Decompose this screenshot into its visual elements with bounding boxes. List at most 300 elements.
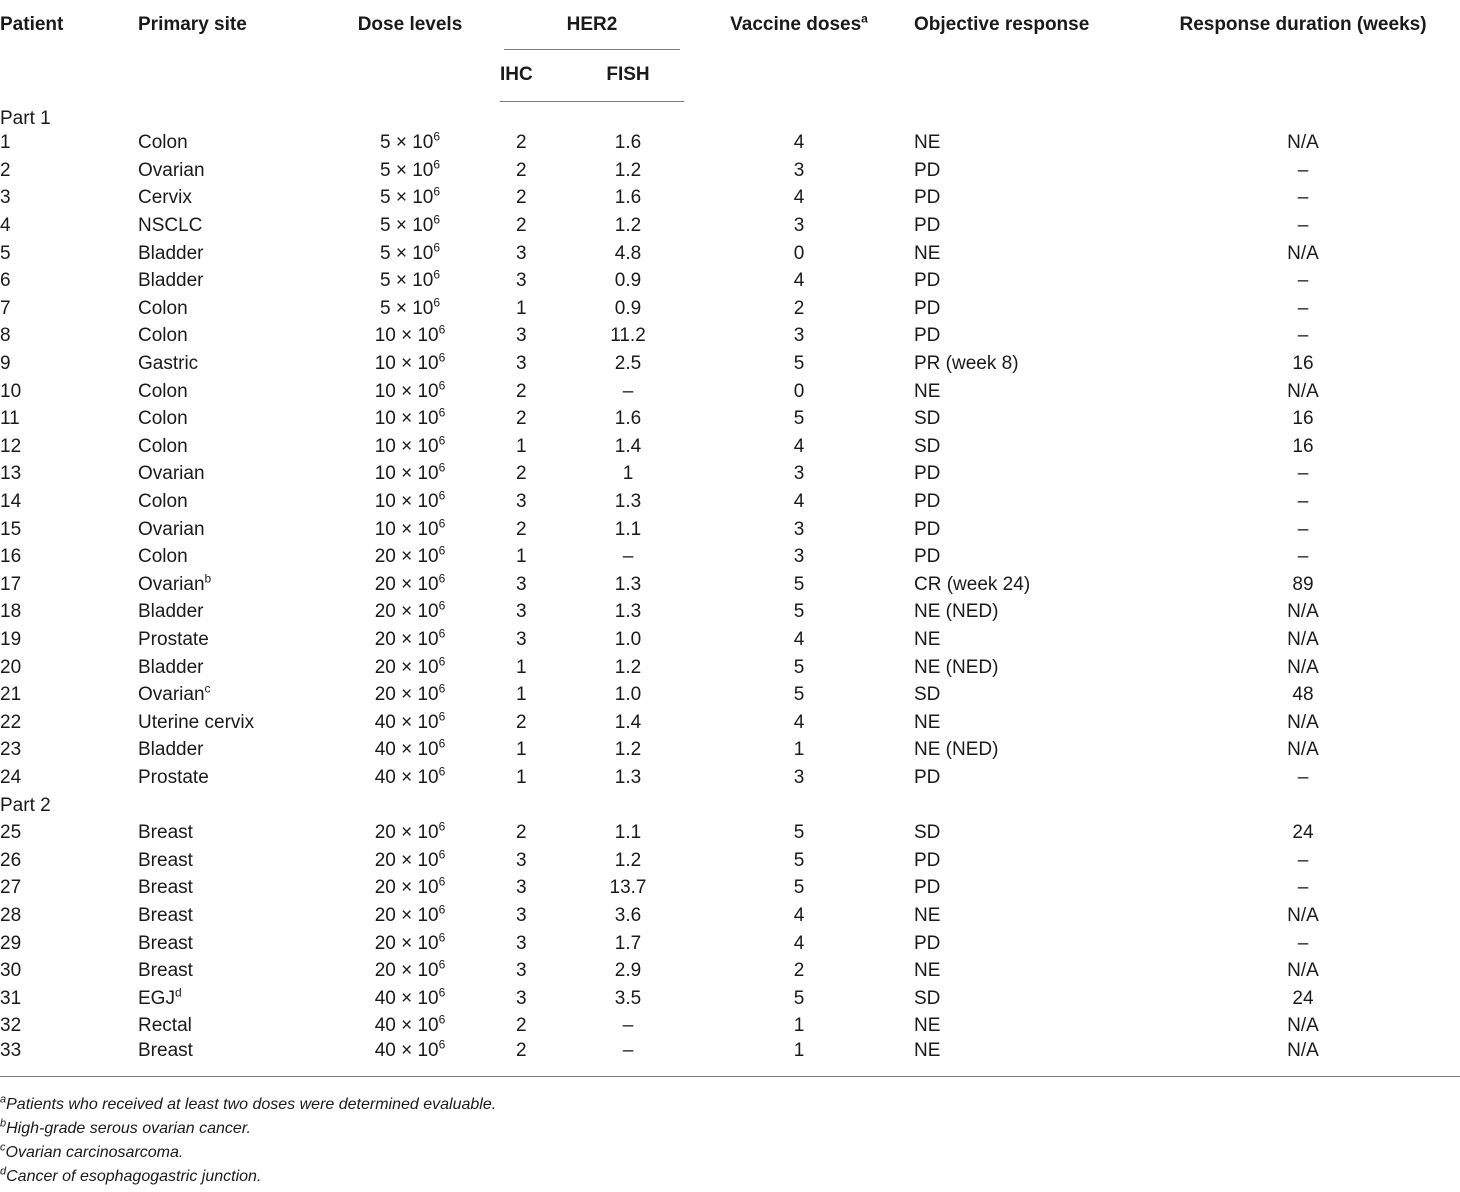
cell-vaccine-doses: 3 [793,766,805,788]
cell-objective-response: NE [914,1040,1146,1077]
cell-patient: 4 [0,215,11,237]
cell-fish: 1.2 [614,215,642,237]
cell-primary-site: Cervix [138,187,192,209]
cell-ihc: 2 [516,159,527,181]
cell-vaccine-doses: 5 [793,601,805,623]
cell-patient: 18 [0,601,22,623]
cell-fish: 1.3 [614,573,642,595]
cell-dose-level: $40 \times 10^6$ [374,1012,446,1037]
table-row [0,212,1460,240]
cell-ihc: 3 [516,491,527,513]
cell-fish: 1.1 [614,822,642,844]
section-label: Part 1 [0,107,51,129]
table-row [0,488,1460,516]
footnote: $^c$Ovarian carcinosarcoma. [0,1141,184,1161]
cell-patient: 24 [0,766,22,788]
cell-ihc: 3 [516,242,527,264]
cell-primary-site: Prostate [138,766,209,788]
footnote: $^a$Patients who received at least two doses were determined evaluable. [0,1093,497,1113]
cell-response-duration: – [1297,491,1309,513]
cell-patient: 2 [0,159,11,181]
table-row [0,571,1460,599]
cell-fish: 1.1 [614,518,642,540]
cell-dose-level: $40 \times 10^6$ [320,1040,500,1077]
table-row [0,985,1460,1013]
cell-primary-site: Bladder [138,739,204,761]
cell-primary-site: Breast [138,1040,320,1077]
header-fish: FISH [572,50,684,101]
cell-patient: 11 [0,408,20,430]
cell-primary-site: Prostate [138,628,209,650]
cell-ihc: 3 [516,270,527,292]
cell-dose-level: $20 \times 10^6$ [374,626,446,650]
cell-objective-response: SD [914,684,941,706]
cell-vaccine-doses: 3 [793,463,805,485]
cell-fish: 1.3 [614,491,642,513]
cell-dose-level: $10 \times 10^6$ [374,350,446,375]
cell-primary-site: Breast [138,822,193,844]
cell-dose-level: $20 \times 10^6$ [374,599,446,623]
cell-vaccine-doses: 4 [793,491,805,513]
cell-response-duration: – [1297,463,1309,485]
cell-vaccine-doses: 2 [793,297,805,319]
cell-ihc: 3 [516,325,527,347]
cell-vaccine-doses: 5 [793,573,805,595]
cell-ihc: 3 [516,904,527,926]
cell-response-duration: N/A [1287,960,1319,982]
cell-fish: 11.2 [610,325,646,347]
cell-vaccine-doses: 5 [793,656,805,678]
cell-vaccine-doses: 5 [793,353,805,375]
cell-primary-site: Bladder [138,270,204,292]
cell-ihc: 2 [516,711,527,733]
cell-response-duration: 16 [1292,435,1314,457]
cell-patient: 10 [0,380,22,402]
table-row [0,157,1460,185]
cell-objective-response: NE [914,380,941,402]
cell-response-duration: – [1297,270,1309,292]
cell-primary-site: Breast [138,932,193,954]
cell-primary-site: Colon [138,325,188,347]
cell-patient: 26 [0,849,22,871]
cell-patient: 3 [0,187,11,209]
header-dose-levels: Dose levels [357,14,463,35]
cell-fish: 2.5 [614,353,642,375]
cell-patient: 22 [0,711,22,733]
cell-objective-response: NE [914,132,941,154]
header-vaccine-doses: Vaccine doses$^a$ [730,11,868,35]
cell-objective-response: PD [914,297,941,319]
cell-patient: 19 [0,628,22,650]
cell-vaccine-doses: 1 [684,1040,914,1077]
cell-vaccine-doses: 4 [793,435,805,457]
cell-patient: 31 [0,987,22,1009]
cell-response-duration: – [1297,159,1309,181]
table-row [0,1013,1460,1041]
cell-response-duration: 24 [1292,987,1314,1009]
cell-primary-site: EGJ$^d$ [138,985,182,1009]
cell-dose-level: $20 \times 10^6$ [374,819,446,844]
cell-dose-level: $5 \times 10^6$ [379,295,441,319]
section-row [0,101,1460,130]
cell-response-duration: N/A [1287,380,1319,402]
table-row [0,654,1460,682]
header-her2: HER2 [500,0,684,50]
cell-primary-site: Colon [138,491,188,513]
cell-fish: 1.4 [614,435,642,457]
cell-response-duration: N/A [1287,711,1319,733]
table-row [0,130,1460,158]
table-row [0,626,1460,654]
cell-dose-level: $10 \times 10^6$ [374,461,446,485]
cell-objective-response: PD [914,159,941,181]
cell-vaccine-doses: 4 [793,932,805,954]
table-row [0,405,1460,433]
cell-dose-level: $10 \times 10^6$ [374,516,446,540]
cell-patient: 8 [0,325,11,347]
table-row [0,709,1460,737]
section-label: Part 2 [0,794,51,816]
cell-objective-response: NE (NED) [914,739,999,761]
cell-vaccine-doses: 4 [793,187,805,209]
cell-ihc: 2 [500,1040,572,1077]
cell-objective-response: PD [914,187,941,209]
cell-patient: 30 [0,960,22,982]
cell-ihc: 2 [516,463,527,485]
header-ihc: IHC [500,50,572,101]
cell-response-duration: 16 [1292,353,1314,375]
cell-vaccine-doses: 3 [793,159,805,181]
cell-primary-site: Breast [138,877,193,899]
cell-fish: 1.2 [614,656,642,678]
cell-objective-response: PD [914,215,941,237]
cell-ihc: 1 [516,297,527,319]
cell-objective-response: PD [914,546,941,568]
cell-ihc: 2 [516,1015,527,1037]
cell-ihc: 3 [516,601,527,623]
table-row [0,737,1460,765]
cell-vaccine-doses: 0 [793,242,805,264]
cell-dose-level: $20 \times 10^6$ [374,902,446,926]
footnote: $^d$Cancer of esophagogastric junction. [0,1165,262,1185]
cell-response-duration: N/A [1146,1040,1460,1077]
cell-response-duration: – [1297,518,1309,540]
cell-dose-level: $10 \times 10^6$ [374,433,446,457]
cell-patient: 12 [0,435,22,457]
cell-response-duration: – [1297,877,1309,899]
cell-ihc: 2 [516,380,527,402]
table-row [0,185,1460,213]
table-row [0,433,1460,461]
cell-vaccine-doses: 1 [793,739,805,761]
cell-vaccine-doses: 3 [793,215,805,237]
cell-ihc: 1 [516,546,527,568]
cell-primary-site: NSCLC [138,215,203,237]
cell-patient: 32 [0,1015,22,1037]
cell-patient: 13 [0,463,22,485]
table-body [0,101,1460,1077]
table-row [0,847,1460,875]
cell-ihc: 2 [516,408,527,430]
cell-fish: 3.6 [614,904,642,926]
cell-objective-response: SD [914,987,941,1009]
cell-response-duration: – [1297,932,1309,954]
cell-primary-site: Colon [138,408,188,430]
cell-patient: 14 [0,491,22,513]
header-primary-site: Primary site [138,14,247,35]
cell-patient: 27 [0,877,22,899]
cell-vaccine-doses: 5 [793,408,805,430]
cell-fish: 0.9 [614,270,642,292]
cell-fish: – [622,380,634,402]
cell-primary-site: Bladder [138,656,204,678]
cell-patient: 1 [0,132,11,154]
cell-response-duration: – [1297,325,1309,347]
cell-objective-response: NE [914,242,941,264]
table-row [0,681,1460,709]
cell-patient: 25 [0,822,22,844]
cell-dose-level: $20 \times 10^6$ [374,875,446,899]
cell-vaccine-doses: 5 [793,849,805,871]
cell-ihc: 2 [516,187,527,209]
cell-objective-response: PR (week 8) [914,353,1019,375]
cell-ihc: 1 [516,656,527,678]
cell-vaccine-doses: 3 [793,325,805,347]
table-row [0,1040,1460,1077]
cell-response-duration: N/A [1287,656,1319,678]
table-header [0,0,1460,101]
cell-dose-level: $5 \times 10^6$ [379,240,441,264]
cell-ihc: 3 [516,628,527,650]
cell-dose-level: $10 \times 10^6$ [374,488,446,513]
cell-vaccine-doses: 3 [793,546,805,568]
header-patient: Patient [0,14,64,35]
cell-response-duration: 89 [1292,573,1314,595]
cell-dose-level: $5 \times 10^6$ [379,212,441,237]
cell-ihc: 1 [516,766,527,788]
cell-patient: 20 [0,656,22,678]
cell-ihc: 1 [516,684,527,706]
cell-vaccine-doses: 3 [793,518,805,540]
cell-vaccine-doses: 4 [793,711,805,733]
cell-dose-level: $40 \times 10^6$ [374,737,446,761]
cell-fish: 1.0 [614,684,642,706]
cell-dose-level: $5 \times 10^6$ [379,157,441,181]
cell-response-duration: N/A [1287,242,1319,264]
cell-ihc: 3 [516,960,527,982]
footnote: $^b$High-grade serous ovarian cancer. [0,1117,251,1137]
cell-primary-site: Ovarian$^b$ [138,571,212,595]
cell-dose-level: $20 \times 10^6$ [374,957,446,982]
cell-ihc: 3 [516,849,527,871]
cell-fish: 1.3 [614,766,642,788]
cell-response-duration: – [1297,215,1309,237]
cell-ihc: 2 [516,215,527,237]
cell-response-duration: N/A [1287,1015,1319,1037]
cell-objective-response: NE [914,628,941,650]
cell-objective-response: NE [914,711,941,733]
cell-vaccine-doses: 0 [793,380,805,402]
cell-response-duration: – [1297,849,1309,871]
cell-objective-response: PD [914,325,941,347]
cell-vaccine-doses: 5 [793,822,805,844]
cell-dose-level: $40 \times 10^6$ [374,985,446,1009]
cell-response-duration: N/A [1287,132,1319,154]
table-row [0,378,1460,406]
cell-fish: 1.6 [614,187,642,209]
cell-dose-level: $20 \times 10^6$ [374,571,446,595]
cell-dose-level: $20 \times 10^6$ [374,654,446,678]
cell-objective-response: PD [914,877,941,899]
table-row [0,957,1460,985]
section-row [0,792,1460,820]
cell-objective-response: SD [914,408,941,430]
cell-fish: 1.2 [614,739,642,761]
cell-dose-level: $40 \times 10^6$ [374,709,446,733]
cell-patient: 28 [0,904,22,926]
cell-dose-level: $5 \times 10^6$ [379,129,441,154]
cell-objective-response: PD [914,932,941,954]
cell-dose-level: $40 \times 10^6$ [374,764,446,788]
cell-fish: – [622,546,634,568]
cell-fish: – [572,1040,684,1077]
cell-response-duration: 48 [1292,684,1314,706]
table-row [0,350,1460,378]
cell-dose-level: $20 \times 10^6$ [374,543,446,568]
cell-fish: – [622,1015,634,1037]
cell-patient: 23 [0,739,22,761]
cell-response-duration: – [1297,766,1309,788]
cell-fish: 13.7 [609,877,647,899]
cell-ihc: 2 [516,132,527,154]
cell-objective-response: NE (NED) [914,656,999,678]
cell-patient: 6 [0,270,11,292]
cell-primary-site: Colon [138,380,188,402]
table-row [0,461,1460,489]
cell-fish: 1.6 [614,408,642,430]
cell-dose-level: $10 \times 10^6$ [374,323,446,347]
cell-ihc: 1 [516,739,527,761]
cell-ihc: 2 [516,518,527,540]
cell-ihc: 3 [516,987,527,1009]
cell-primary-site: Colon [138,297,188,319]
cell-dose-level: $20 \times 10^6$ [374,847,446,871]
cell-dose-level: $5 \times 10^6$ [379,185,441,209]
cell-response-duration: N/A [1287,904,1319,926]
cell-vaccine-doses: 5 [793,987,805,1009]
table-row [0,295,1460,323]
cell-fish: 1 [622,463,634,485]
cell-primary-site: Bladder [138,601,204,623]
cell-response-duration: 24 [1292,822,1314,844]
cell-fish: 1.6 [614,132,642,154]
cell-patient: 5 [0,242,11,264]
cell-primary-site: Uterine cervix [138,711,255,733]
cell-objective-response: PD [914,518,941,540]
cell-dose-level: $20 \times 10^6$ [374,681,446,706]
cell-response-duration: N/A [1287,739,1319,761]
cell-primary-site: Bladder [138,242,204,264]
cell-primary-site: Colon [138,546,188,568]
cell-patient: 21 [0,684,22,706]
cell-fish: 1.2 [614,849,642,871]
cell-vaccine-doses: 4 [793,628,805,650]
cell-vaccine-doses: 5 [793,684,805,706]
cell-primary-site: Breast [138,904,193,926]
cell-fish: 1.0 [614,628,642,650]
cell-fish: 4.8 [614,242,642,264]
cell-ihc: 3 [516,932,527,954]
cell-response-duration: N/A [1287,601,1319,623]
cell-patient: 33 [0,1040,138,1077]
cell-primary-site: Breast [138,960,193,982]
table-row [0,902,1460,930]
cell-primary-site: Ovarian [138,159,205,181]
cell-patient: 15 [0,518,22,540]
cell-response-duration: N/A [1287,628,1319,650]
header-objective-response: Objective response [914,14,1090,35]
cell-objective-response: PD [914,766,941,788]
cell-primary-site: Ovarian [138,518,205,540]
cell-dose-level: $5 \times 10^6$ [379,267,441,292]
cell-fish: 2.9 [614,960,642,982]
table-row [0,930,1460,958]
cell-objective-response: PD [914,463,941,485]
cell-objective-response: PD [914,491,941,513]
cell-ihc: 2 [516,822,527,844]
cell-primary-site: Gastric [138,353,199,375]
table-row [0,516,1460,544]
cell-primary-site: Colon [138,132,188,154]
cell-vaccine-doses: 4 [793,904,805,926]
cell-response-duration: – [1297,546,1309,568]
header-response-duration: Response duration (weeks) [1179,14,1427,35]
cell-objective-response: PD [914,270,941,292]
cell-fish: 1.3 [614,601,642,623]
cell-fish: 1.2 [614,159,642,181]
cell-ihc: 3 [516,573,527,595]
table-row [0,543,1460,571]
cell-vaccine-doses: 2 [793,960,805,982]
cell-fish: 0.9 [614,297,642,319]
table-row [0,764,1460,792]
cell-vaccine-doses: 5 [793,877,805,899]
cell-response-duration: 16 [1292,408,1314,430]
cell-vaccine-doses: 4 [793,270,805,292]
cell-objective-response: NE [914,1015,941,1037]
cell-response-duration: – [1297,297,1309,319]
cell-primary-site: Rectal [138,1015,192,1037]
cell-fish: 3.5 [614,987,642,1009]
cell-ihc: 3 [516,353,527,375]
table-row [0,240,1460,268]
cell-objective-response: NE [914,904,941,926]
cell-objective-response: NE (NED) [914,601,999,623]
cell-response-duration: – [1297,187,1309,209]
cell-primary-site: Ovarian [138,463,205,485]
cell-patient: 7 [0,297,11,319]
table-row [0,323,1460,351]
cell-ihc: 3 [516,877,527,899]
cell-patient: 17 [0,573,22,595]
cell-objective-response: NE [914,960,941,982]
cell-fish: 1.7 [614,932,642,954]
cell-vaccine-doses: 4 [793,132,805,154]
table-row [0,267,1460,295]
cell-primary-site: Colon [138,435,188,457]
cell-fish: 1.4 [614,711,642,733]
cell-primary-site: Breast [138,849,193,871]
